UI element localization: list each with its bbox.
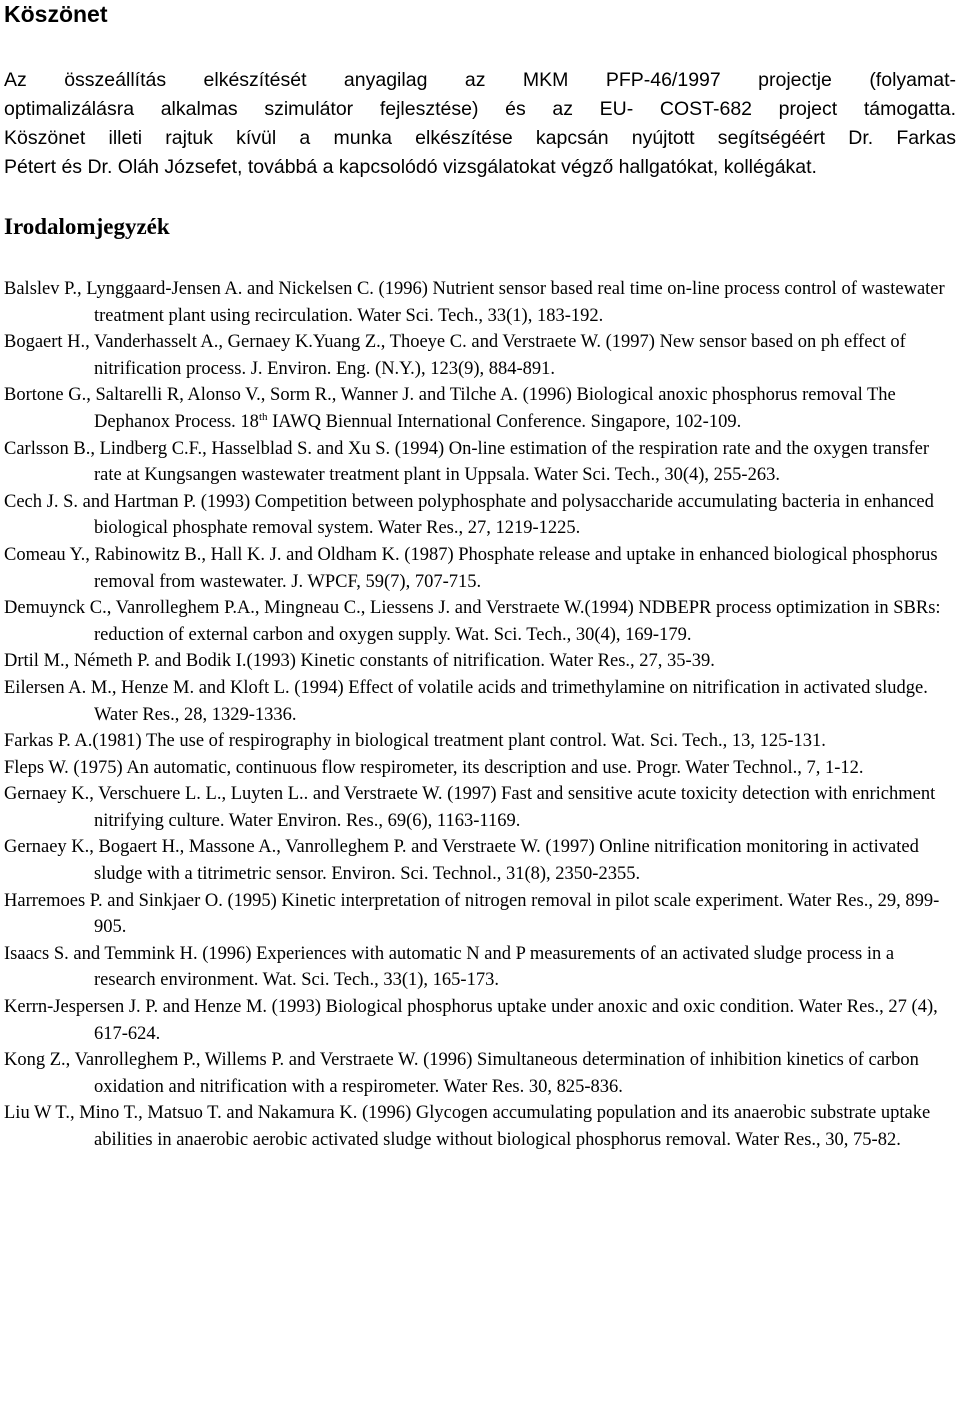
reference-item: Eilersen A. M., Henze M. and Kloft L. (1994) Effect of volatile acids and trimethylamine on nitrification in activated sludge. Water Res., 28, 1329-1336. <box>4 677 928 725</box>
reference-item: Balslev P., Lynggaard-Jensen A. and Nickelsen C. (1996) Nutrient sensor based real time on-line process control of wastewater treatment plant using recirculation. Water Sci. Tech., 33(1), 183-192. <box>4 279 945 326</box>
acknowledgement-heading: Köszönet <box>4 1 108 27</box>
reference-list <box>4 276 956 1154</box>
reference-item: Isaacs S. and Temmink H. (1996) Experiences with automatic N and P measurements of an activated sludge process in a research environment. Wat. Sci. Tech., 33(1), 165-173. <box>4 943 895 991</box>
reference-item: Drtil M., Németh P. and Bodik I.(1993) Kinetic constants of nitrification. Water Res., 27, 35-39. <box>4 651 715 672</box>
reference-item: Liu W T., Mino T., Matsuo T. and Nakamura K. (1996) Glycogen accumulating population and its anaerobic substrate uptake abilities in anaerobic aerobic activated sludge without biological phosphorus removal. Water Res., 30, 75-82. <box>4 1103 931 1150</box>
reference-item: Carlsson B., Lindberg C.F., Hasselblad S. and Xu S. (1994) On-line estimation of the respiration rate and the oxygen transfer rate at Kungsangen wastewater treatment plant in Uppsala. Water Sci. Tech., 30(4), 255-263. <box>4 438 930 486</box>
reference-item: Harremoes P. and Sinkjaer O. (1995) Kinetic interpretation of nitrogen removal in pilot scale experiment. Water Res., 29, 899-905. <box>4 890 940 938</box>
reference-item: Kong Z., Vanrolleghem P., Willems P. and Verstraete W. (1996) Simultaneous determination of inhibition kinetics of carbon oxidation and nitrification with a respirometer. Water Res. 30, 825-836. <box>4 1050 919 1097</box>
reference-item <box>4 382 956 435</box>
reference-item: Fleps W. (1975) An automatic, continuous flow respirometer, its description and use. Progr. Water Technol., 7, 1-12. <box>4 757 864 778</box>
ack-line: Köszönet illeti rajtuk kívül a munka elkészítése kapcsán nyújtott segítségéért Dr. Farkas <box>4 127 956 149</box>
references-heading: Irodalomjegyzék <box>4 214 170 239</box>
ack-line: Pétert és Dr. Oláh Józsefet, továbbá a kapcsolódó vizsgálatokat végző hallgatókat, kollégákat. <box>4 156 817 178</box>
reference-item: Bogaert H., Vanderhasselt A., Gernaey K.Yuang Z., Thoeye C. and Verstraete W. (1997) New sensor based on ph effect of nitrification process. J. Environ. Eng. (N.Y.), 123(9), 884-891. <box>4 332 906 379</box>
reference-item: Farkas P. A.(1981) The use of respirography in biological treatment plant control. Wat. Sci. Tech., 13, 125-131. <box>4 731 826 752</box>
ack-line: optimalizálásra alkalmas szimulátor fejlesztése) és az EU- COST-682 project támogatta. <box>4 98 956 120</box>
reference-item: Cech J. S. and Hartman P. (1993) Competition between polyphosphate and polysaccharide accumulating bacteria in enhanced biological phosphate removal system. Water Res., 27, 1219-1225. <box>4 491 934 539</box>
reference-item: Comeau Y., Rabinowitz B., Hall K. J. and Oldham K. (1987) Phosphate release and uptake in enhanced biological phosphorus removal from wastewater. J. WPCF, 59(7), 707-715. <box>4 544 938 592</box>
reference-item: Kerrn-Jespersen J. P. and Henze M. (1993) Biological phosphorus uptake under anoxic and oxic condition. Water Res., 27 (4), 617-624. <box>4 997 938 1044</box>
reference-text-continued: IAWQ Biennual International Conference. Singapore, 102-109. <box>267 411 742 432</box>
reference-text: Bortone G., Saltarelli R, Alonso V., Sorm R., Wanner J. and Tilche A. (1996) Biological anoxic phosphorus removal The Dephanox Process. 18 <box>4 385 896 432</box>
ack-line: Az összeállítás elkészítését anyagilag az MKM PFP-46/1997 projectje (folyamat- <box>4 69 956 91</box>
ordinal-superscript: th <box>258 410 268 423</box>
reference-item: Demuynck C., Vanrolleghem P.A., Mingneau C., Liessens J. and Verstraete W.(1994) NDBEPR process optimization in SBRs: reduction of external carbon and oxygen supply. Wat. Sci. Tech., 30(4), 169-179. <box>4 598 941 645</box>
reference-item: Gernaey K., Verschuere L. L., Luyten L.. and Verstraete W. (1997) Fast and sensitive acute toxicity detection with enrichment nitrifying culture. Water Environ. Res., 69(6), 1163-1169. <box>4 784 936 831</box>
reference-item: Gernaey K., Bogaert H., Massone A., Vanrolleghem P. and Verstraete W. (1997) Online nitrification monitoring in activated sludge with a titrimetric sensor. Environ. Sci. Technol., 31(8), 2350-2355. <box>4 837 919 885</box>
acknowledgement-paragraph <box>4 66 956 182</box>
